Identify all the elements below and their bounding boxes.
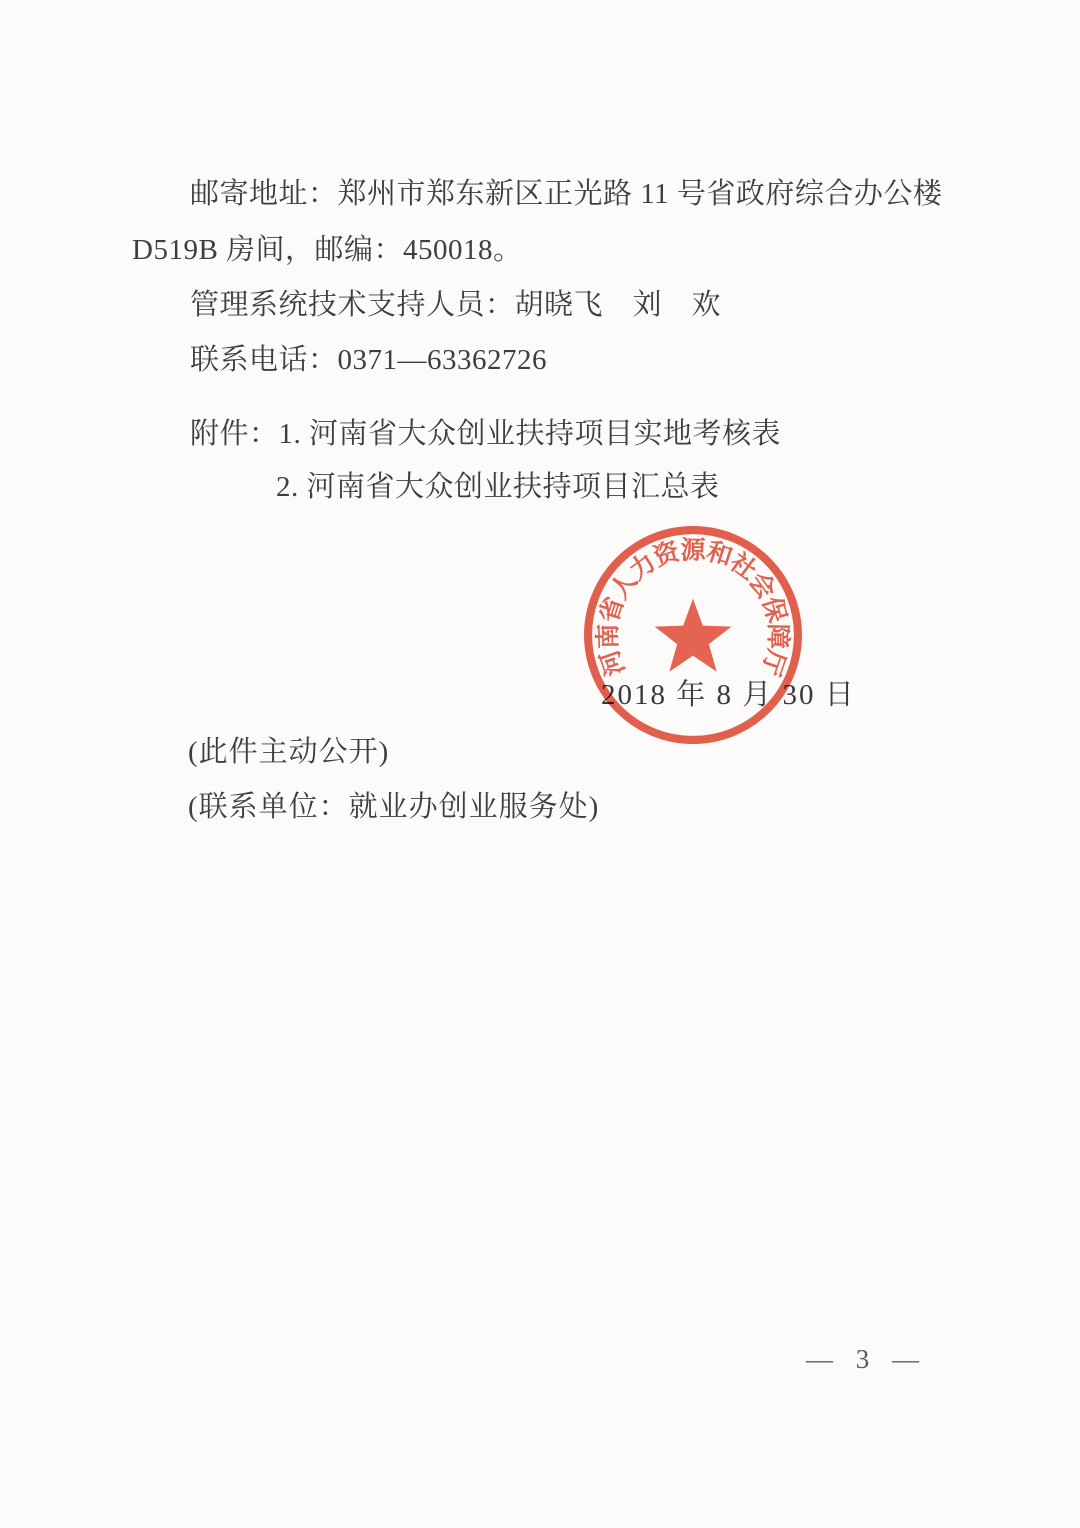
attachment-line-1: 附件：1. 河南省大众创业扶持项目实地考核表 bbox=[190, 418, 782, 450]
support-staff-line: 管理系统技术支持人员：胡晓飞 刘 欢 bbox=[190, 289, 722, 321]
note-public-disclosure: (此件主动公开) bbox=[188, 736, 390, 768]
page-number: — 3 — bbox=[806, 1344, 919, 1374]
attachment-line-2: 2. 河南省大众创业扶持项目汇总表 bbox=[276, 471, 720, 503]
contact-phone-line: 联系电话：0371—63362726 bbox=[190, 344, 548, 376]
note-contact-unit: (联系单位：就业办创业服务处) bbox=[188, 791, 600, 823]
document-date: 2018 年 8 月 30 日 bbox=[601, 679, 856, 711]
address-line-2: D519B 房间，邮编：450018。 bbox=[132, 234, 523, 266]
address-line-1: 邮寄地址：郑州市郑东新区正光路 11 号省政府综合办公楼 bbox=[190, 178, 943, 210]
seal-organization-text: 河南省人力资源和社会保障厅 bbox=[594, 536, 792, 680]
seal-star-icon bbox=[655, 599, 732, 672]
